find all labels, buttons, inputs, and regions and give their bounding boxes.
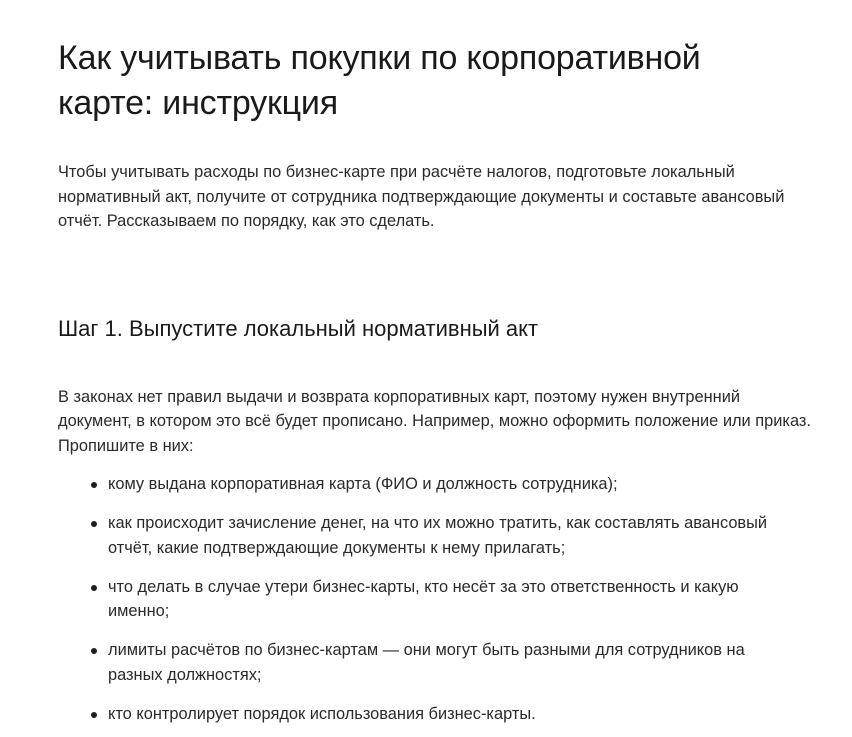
list-item bbox=[58, 472, 788, 497]
list-item bbox=[58, 638, 788, 687]
step-1-heading: Шаг 1. Выпустите локальный нормативный акт bbox=[58, 315, 539, 341]
list-item-text: как происходит зачисление денег, на что их можно тратить, как составлять авансовый отчёт, какие подтверждающие документы к нему прилагать; bbox=[108, 514, 768, 557]
list-item-text: кто контролирует порядок использования бизнес-карты. bbox=[108, 704, 536, 723]
bullet-icon bbox=[91, 521, 97, 527]
bullet-icon bbox=[91, 585, 97, 591]
list-item bbox=[58, 511, 788, 560]
step-1-intro: В законах нет правил выдачи и возврата корпоративных карт, поэтому нужен внутренний документ, в котором это всё будет прописано. Например, можно оформить положение или приказ. Пропишите в них: bbox=[58, 387, 811, 455]
list-item-text: кому выдана корпоративная карта (ФИО и должность сотрудника); bbox=[108, 475, 618, 493]
bullet-icon bbox=[91, 712, 97, 718]
step-1-list bbox=[58, 472, 812, 726]
list-item-text: что делать в случае утери бизнес-карты, кто несёт за это ответственность и какую именно; bbox=[108, 577, 739, 620]
lead-paragraph: Чтобы учитывать расходы по бизнес-карте при расчёте налогов, подготовьте локальный нормативный акт, получите от сотрудника подтверждающие документы и составьте авансовый отчёт. Рассказываем по порядку, как это сделать. bbox=[58, 163, 785, 230]
page-title: Как учитывать покупки по корпоративной карте: инструкция bbox=[58, 39, 701, 122]
list-item bbox=[58, 702, 788, 727]
list-item bbox=[58, 575, 788, 624]
bullet-icon bbox=[91, 648, 97, 654]
list-item-text: лимиты расчётов по бизнес-картам — они могут быть разными для сотрудников на разных должностях; bbox=[108, 641, 745, 684]
bullet-icon bbox=[91, 482, 97, 488]
